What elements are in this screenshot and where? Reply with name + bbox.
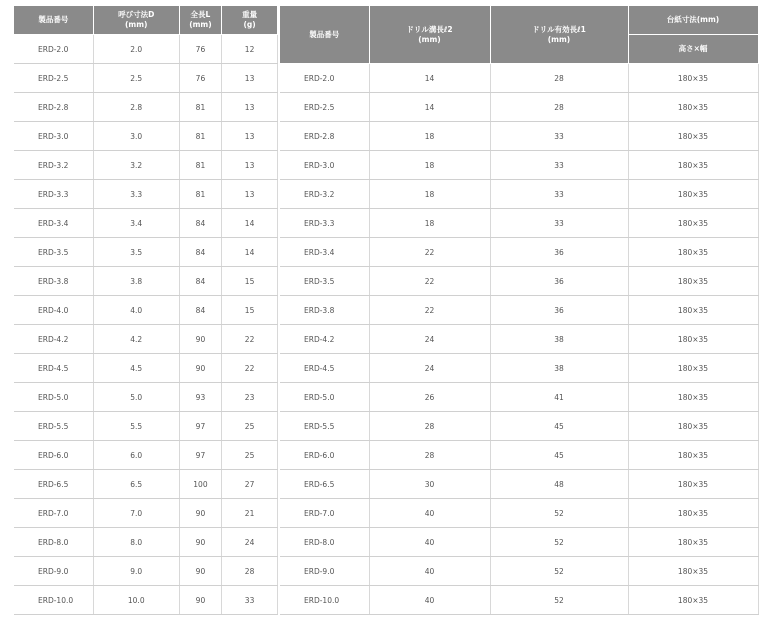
right-table-cell: 33 bbox=[490, 180, 628, 209]
right-table-cell: 52 bbox=[490, 586, 628, 615]
left-table-cell: 13 bbox=[222, 151, 278, 180]
left-table-cell: 33 bbox=[222, 586, 278, 615]
left-table-cell: ERD-9.0 bbox=[14, 557, 93, 586]
left-table-cell: 5.0 bbox=[93, 383, 179, 412]
right-table-cell: 22 bbox=[369, 296, 490, 325]
table-row bbox=[14, 325, 278, 354]
right-table-cell: 180×35 bbox=[628, 64, 758, 93]
right-table-cell: 28 bbox=[369, 441, 490, 470]
right-table-cell: ERD-7.0 bbox=[280, 499, 369, 528]
spec-table-right bbox=[280, 6, 759, 615]
right-table-cell: 36 bbox=[490, 296, 628, 325]
right-table-cell: 180×35 bbox=[628, 180, 758, 209]
table-row bbox=[280, 586, 758, 615]
left-table-cell: 97 bbox=[179, 441, 221, 470]
left-header-product: 製品番号 bbox=[14, 6, 93, 35]
right-table-cell: 18 bbox=[369, 209, 490, 238]
table-row bbox=[280, 412, 758, 441]
right-table-cell: 45 bbox=[490, 441, 628, 470]
right-table-cell: ERD-10.0 bbox=[280, 586, 369, 615]
left-table-cell: 90 bbox=[179, 354, 221, 383]
right-header-card-size-sub: 高さ×幅 bbox=[628, 35, 758, 64]
left-table-cell: 8.0 bbox=[93, 528, 179, 557]
left-table-cell: 24 bbox=[222, 528, 278, 557]
right-table-cell: 180×35 bbox=[628, 499, 758, 528]
left-table-cell: 2.0 bbox=[93, 35, 179, 64]
left-table-cell: 81 bbox=[179, 93, 221, 122]
left-table-cell: 15 bbox=[222, 296, 278, 325]
table-row bbox=[280, 354, 758, 383]
right-table-cell: 52 bbox=[490, 557, 628, 586]
left-table-cell: ERD-3.2 bbox=[14, 151, 93, 180]
right-table-cell: 180×35 bbox=[628, 209, 758, 238]
table-row bbox=[14, 122, 278, 151]
table-row bbox=[14, 93, 278, 122]
right-table-cell: 33 bbox=[490, 122, 628, 151]
left-table-cell: 13 bbox=[222, 93, 278, 122]
right-table-cell: 38 bbox=[490, 354, 628, 383]
right-table-cell: 180×35 bbox=[628, 267, 758, 296]
right-table-cell: 180×35 bbox=[628, 151, 758, 180]
left-table-cell: 9.0 bbox=[93, 557, 179, 586]
table-row bbox=[14, 296, 278, 325]
right-table-cell: 22 bbox=[369, 267, 490, 296]
left-table-cell: 13 bbox=[222, 64, 278, 93]
left-table-cell: 3.5 bbox=[93, 238, 179, 267]
right-table-cell: 52 bbox=[490, 528, 628, 557]
left-table-cell: 2.5 bbox=[93, 64, 179, 93]
table-row bbox=[14, 499, 278, 528]
left-table-cell: 12 bbox=[222, 35, 278, 64]
table-row bbox=[280, 238, 758, 267]
right-table-cell: 24 bbox=[369, 325, 490, 354]
right-header-product: 製品番号 bbox=[280, 6, 369, 64]
right-table-cell: 36 bbox=[490, 238, 628, 267]
left-table-cell: 81 bbox=[179, 122, 221, 151]
right-table-cell: ERD-2.5 bbox=[280, 93, 369, 122]
left-table-cell: 15 bbox=[222, 267, 278, 296]
right-table-cell: ERD-5.0 bbox=[280, 383, 369, 412]
right-table-cell: 36 bbox=[490, 267, 628, 296]
table-row bbox=[14, 209, 278, 238]
table-row bbox=[14, 383, 278, 412]
right-table-cell: 30 bbox=[369, 470, 490, 499]
left-table-cell: 3.0 bbox=[93, 122, 179, 151]
table-row bbox=[280, 441, 758, 470]
table-row bbox=[14, 151, 278, 180]
left-table-cell: ERD-10.0 bbox=[14, 586, 93, 615]
right-table-cell: 180×35 bbox=[628, 470, 758, 499]
left-table-cell: 13 bbox=[222, 122, 278, 151]
table-row bbox=[280, 383, 758, 412]
left-table-cell: 14 bbox=[222, 209, 278, 238]
table-row bbox=[14, 354, 278, 383]
right-table-cell: 40 bbox=[369, 586, 490, 615]
table-row bbox=[280, 528, 758, 557]
right-table-cell: 33 bbox=[490, 209, 628, 238]
left-table-cell: ERD-6.0 bbox=[14, 441, 93, 470]
left-table-cell: ERD-3.8 bbox=[14, 267, 93, 296]
left-table-cell: ERD-3.0 bbox=[14, 122, 93, 151]
left-table-cell: 13 bbox=[222, 180, 278, 209]
left-table-cell: 90 bbox=[179, 325, 221, 354]
right-table-cell: 28 bbox=[490, 64, 628, 93]
right-table-cell: ERD-3.0 bbox=[280, 151, 369, 180]
left-table-cell: 84 bbox=[179, 296, 221, 325]
left-table-cell: 22 bbox=[222, 354, 278, 383]
left-table-cell: ERD-4.2 bbox=[14, 325, 93, 354]
table-row bbox=[280, 296, 758, 325]
left-table-cell: 7.0 bbox=[93, 499, 179, 528]
right-table-cell: 26 bbox=[369, 383, 490, 412]
left-table-cell: 4.2 bbox=[93, 325, 179, 354]
left-table-cell: ERD-3.3 bbox=[14, 180, 93, 209]
right-table-cell: 180×35 bbox=[628, 325, 758, 354]
left-table-cell: 90 bbox=[179, 499, 221, 528]
left-table-cell: ERD-2.0 bbox=[14, 35, 93, 64]
left-table-cell: ERD-4.0 bbox=[14, 296, 93, 325]
table-row bbox=[280, 325, 758, 354]
left-table-cell: 76 bbox=[179, 64, 221, 93]
right-table-cell: ERD-2.8 bbox=[280, 122, 369, 151]
left-table-cell: 97 bbox=[179, 412, 221, 441]
right-table-cell: ERD-6.0 bbox=[280, 441, 369, 470]
right-table-cell: 28 bbox=[369, 412, 490, 441]
right-table-cell: 41 bbox=[490, 383, 628, 412]
right-table-cell: 22 bbox=[369, 238, 490, 267]
table-row bbox=[280, 93, 758, 122]
left-table-cell: 28 bbox=[222, 557, 278, 586]
left-header-weight: 重量 (g) bbox=[222, 6, 278, 35]
left-table-cell: 84 bbox=[179, 238, 221, 267]
left-table-cell: 81 bbox=[179, 151, 221, 180]
left-table-cell: 81 bbox=[179, 180, 221, 209]
left-table-cell: 90 bbox=[179, 557, 221, 586]
right-table-cell: 180×35 bbox=[628, 383, 758, 412]
left-table-cell: ERD-5.0 bbox=[14, 383, 93, 412]
table-row bbox=[14, 64, 278, 93]
right-table-cell: ERD-8.0 bbox=[280, 528, 369, 557]
left-table-cell: 76 bbox=[179, 35, 221, 64]
left-table-cell: ERD-2.5 bbox=[14, 64, 93, 93]
left-header-row bbox=[14, 6, 278, 35]
table-row bbox=[280, 122, 758, 151]
right-table-cell: ERD-3.5 bbox=[280, 267, 369, 296]
right-table-cell: 180×35 bbox=[628, 238, 758, 267]
table-row bbox=[280, 151, 758, 180]
right-header-row bbox=[280, 6, 758, 35]
left-table-cell: ERD-5.5 bbox=[14, 412, 93, 441]
right-table-cell: 180×35 bbox=[628, 557, 758, 586]
right-header-groove-length: ドリル溝長ℓ2 (mm) bbox=[369, 6, 490, 64]
right-table-cell: 18 bbox=[369, 122, 490, 151]
table-row bbox=[280, 267, 758, 296]
right-table-cell: ERD-5.5 bbox=[280, 412, 369, 441]
right-table-cell: ERD-4.5 bbox=[280, 354, 369, 383]
table-row bbox=[280, 499, 758, 528]
left-table-cell: 25 bbox=[222, 412, 278, 441]
table-row bbox=[14, 586, 278, 615]
right-table-cell: 40 bbox=[369, 499, 490, 528]
right-table-cell: 14 bbox=[369, 93, 490, 122]
right-table-cell: ERD-3.4 bbox=[280, 238, 369, 267]
right-table-cell: 180×35 bbox=[628, 296, 758, 325]
table-row bbox=[14, 180, 278, 209]
left-table-cell: 23 bbox=[222, 383, 278, 412]
left-table-cell: 27 bbox=[222, 470, 278, 499]
left-table-cell: 10.0 bbox=[93, 586, 179, 615]
left-table-cell: ERD-2.8 bbox=[14, 93, 93, 122]
left-table-cell: ERD-3.4 bbox=[14, 209, 93, 238]
right-table-cell: 48 bbox=[490, 470, 628, 499]
left-table-cell: 2.8 bbox=[93, 93, 179, 122]
right-table-cell: 40 bbox=[369, 557, 490, 586]
left-table-cell: ERD-3.5 bbox=[14, 238, 93, 267]
right-table-cell: 40 bbox=[369, 528, 490, 557]
table-row bbox=[14, 528, 278, 557]
table-row bbox=[14, 35, 278, 64]
right-table-cell: ERD-3.8 bbox=[280, 296, 369, 325]
left-table-cell: 4.0 bbox=[93, 296, 179, 325]
left-table-cell: 3.8 bbox=[93, 267, 179, 296]
right-table-cell: 28 bbox=[490, 93, 628, 122]
right-table-cell: 18 bbox=[369, 151, 490, 180]
right-table-cell: ERD-6.5 bbox=[280, 470, 369, 499]
table-row bbox=[14, 470, 278, 499]
right-table-cell: ERD-3.3 bbox=[280, 209, 369, 238]
spec-table-left bbox=[14, 6, 278, 615]
table-row bbox=[280, 209, 758, 238]
left-table-cell: 90 bbox=[179, 586, 221, 615]
left-table-cell: ERD-4.5 bbox=[14, 354, 93, 383]
right-table-cell: 18 bbox=[369, 180, 490, 209]
left-table-body bbox=[14, 35, 278, 615]
right-table-cell: 180×35 bbox=[628, 93, 758, 122]
left-table-cell: 84 bbox=[179, 267, 221, 296]
right-table-cell: 38 bbox=[490, 325, 628, 354]
table-row bbox=[14, 412, 278, 441]
left-table-cell: 84 bbox=[179, 209, 221, 238]
right-table-cell: 180×35 bbox=[628, 441, 758, 470]
left-table-cell: 3.4 bbox=[93, 209, 179, 238]
right-table-cell: 33 bbox=[490, 151, 628, 180]
left-header-length: 全長L (mm) bbox=[179, 6, 221, 35]
left-table-cell: 22 bbox=[222, 325, 278, 354]
table-row bbox=[14, 441, 278, 470]
left-table-cell: 6.0 bbox=[93, 441, 179, 470]
right-table-cell: ERD-2.0 bbox=[280, 64, 369, 93]
left-table-cell: 6.5 bbox=[93, 470, 179, 499]
table-row bbox=[280, 557, 758, 586]
right-table-cell: ERD-4.2 bbox=[280, 325, 369, 354]
left-table-cell: 93 bbox=[179, 383, 221, 412]
left-table-cell: ERD-6.5 bbox=[14, 470, 93, 499]
table-row bbox=[280, 180, 758, 209]
left-table-cell: ERD-8.0 bbox=[14, 528, 93, 557]
table-row bbox=[14, 557, 278, 586]
right-table-cell: 180×35 bbox=[628, 528, 758, 557]
left-table-cell: 5.5 bbox=[93, 412, 179, 441]
left-table-cell: 21 bbox=[222, 499, 278, 528]
right-table-cell: 180×35 bbox=[628, 586, 758, 615]
right-table-cell: ERD-3.2 bbox=[280, 180, 369, 209]
table-row bbox=[280, 470, 758, 499]
right-table-cell: 180×35 bbox=[628, 412, 758, 441]
right-header-card-size: 台紙寸法(mm) bbox=[628, 6, 758, 35]
left-table-cell: 3.2 bbox=[93, 151, 179, 180]
left-table-cell: ERD-7.0 bbox=[14, 499, 93, 528]
left-table-cell: 4.5 bbox=[93, 354, 179, 383]
left-table-cell: 25 bbox=[222, 441, 278, 470]
table-row bbox=[14, 238, 278, 267]
right-header-effective-length: ドリル有効長ℓ1 (mm) bbox=[490, 6, 628, 64]
right-table-cell: 24 bbox=[369, 354, 490, 383]
right-table-cell: 14 bbox=[369, 64, 490, 93]
right-table-cell: 180×35 bbox=[628, 354, 758, 383]
table-row bbox=[280, 64, 758, 93]
left-table-cell: 14 bbox=[222, 238, 278, 267]
table-row bbox=[14, 267, 278, 296]
right-table-cell: 52 bbox=[490, 499, 628, 528]
right-table-cell: 45 bbox=[490, 412, 628, 441]
left-table-cell: 3.3 bbox=[93, 180, 179, 209]
right-table-cell: 180×35 bbox=[628, 122, 758, 151]
left-table-cell: 90 bbox=[179, 528, 221, 557]
right-table-cell: ERD-9.0 bbox=[280, 557, 369, 586]
right-table-body bbox=[280, 64, 758, 615]
left-table-cell: 100 bbox=[179, 470, 221, 499]
left-header-diameter: 呼び寸法D (mm) bbox=[93, 6, 179, 35]
